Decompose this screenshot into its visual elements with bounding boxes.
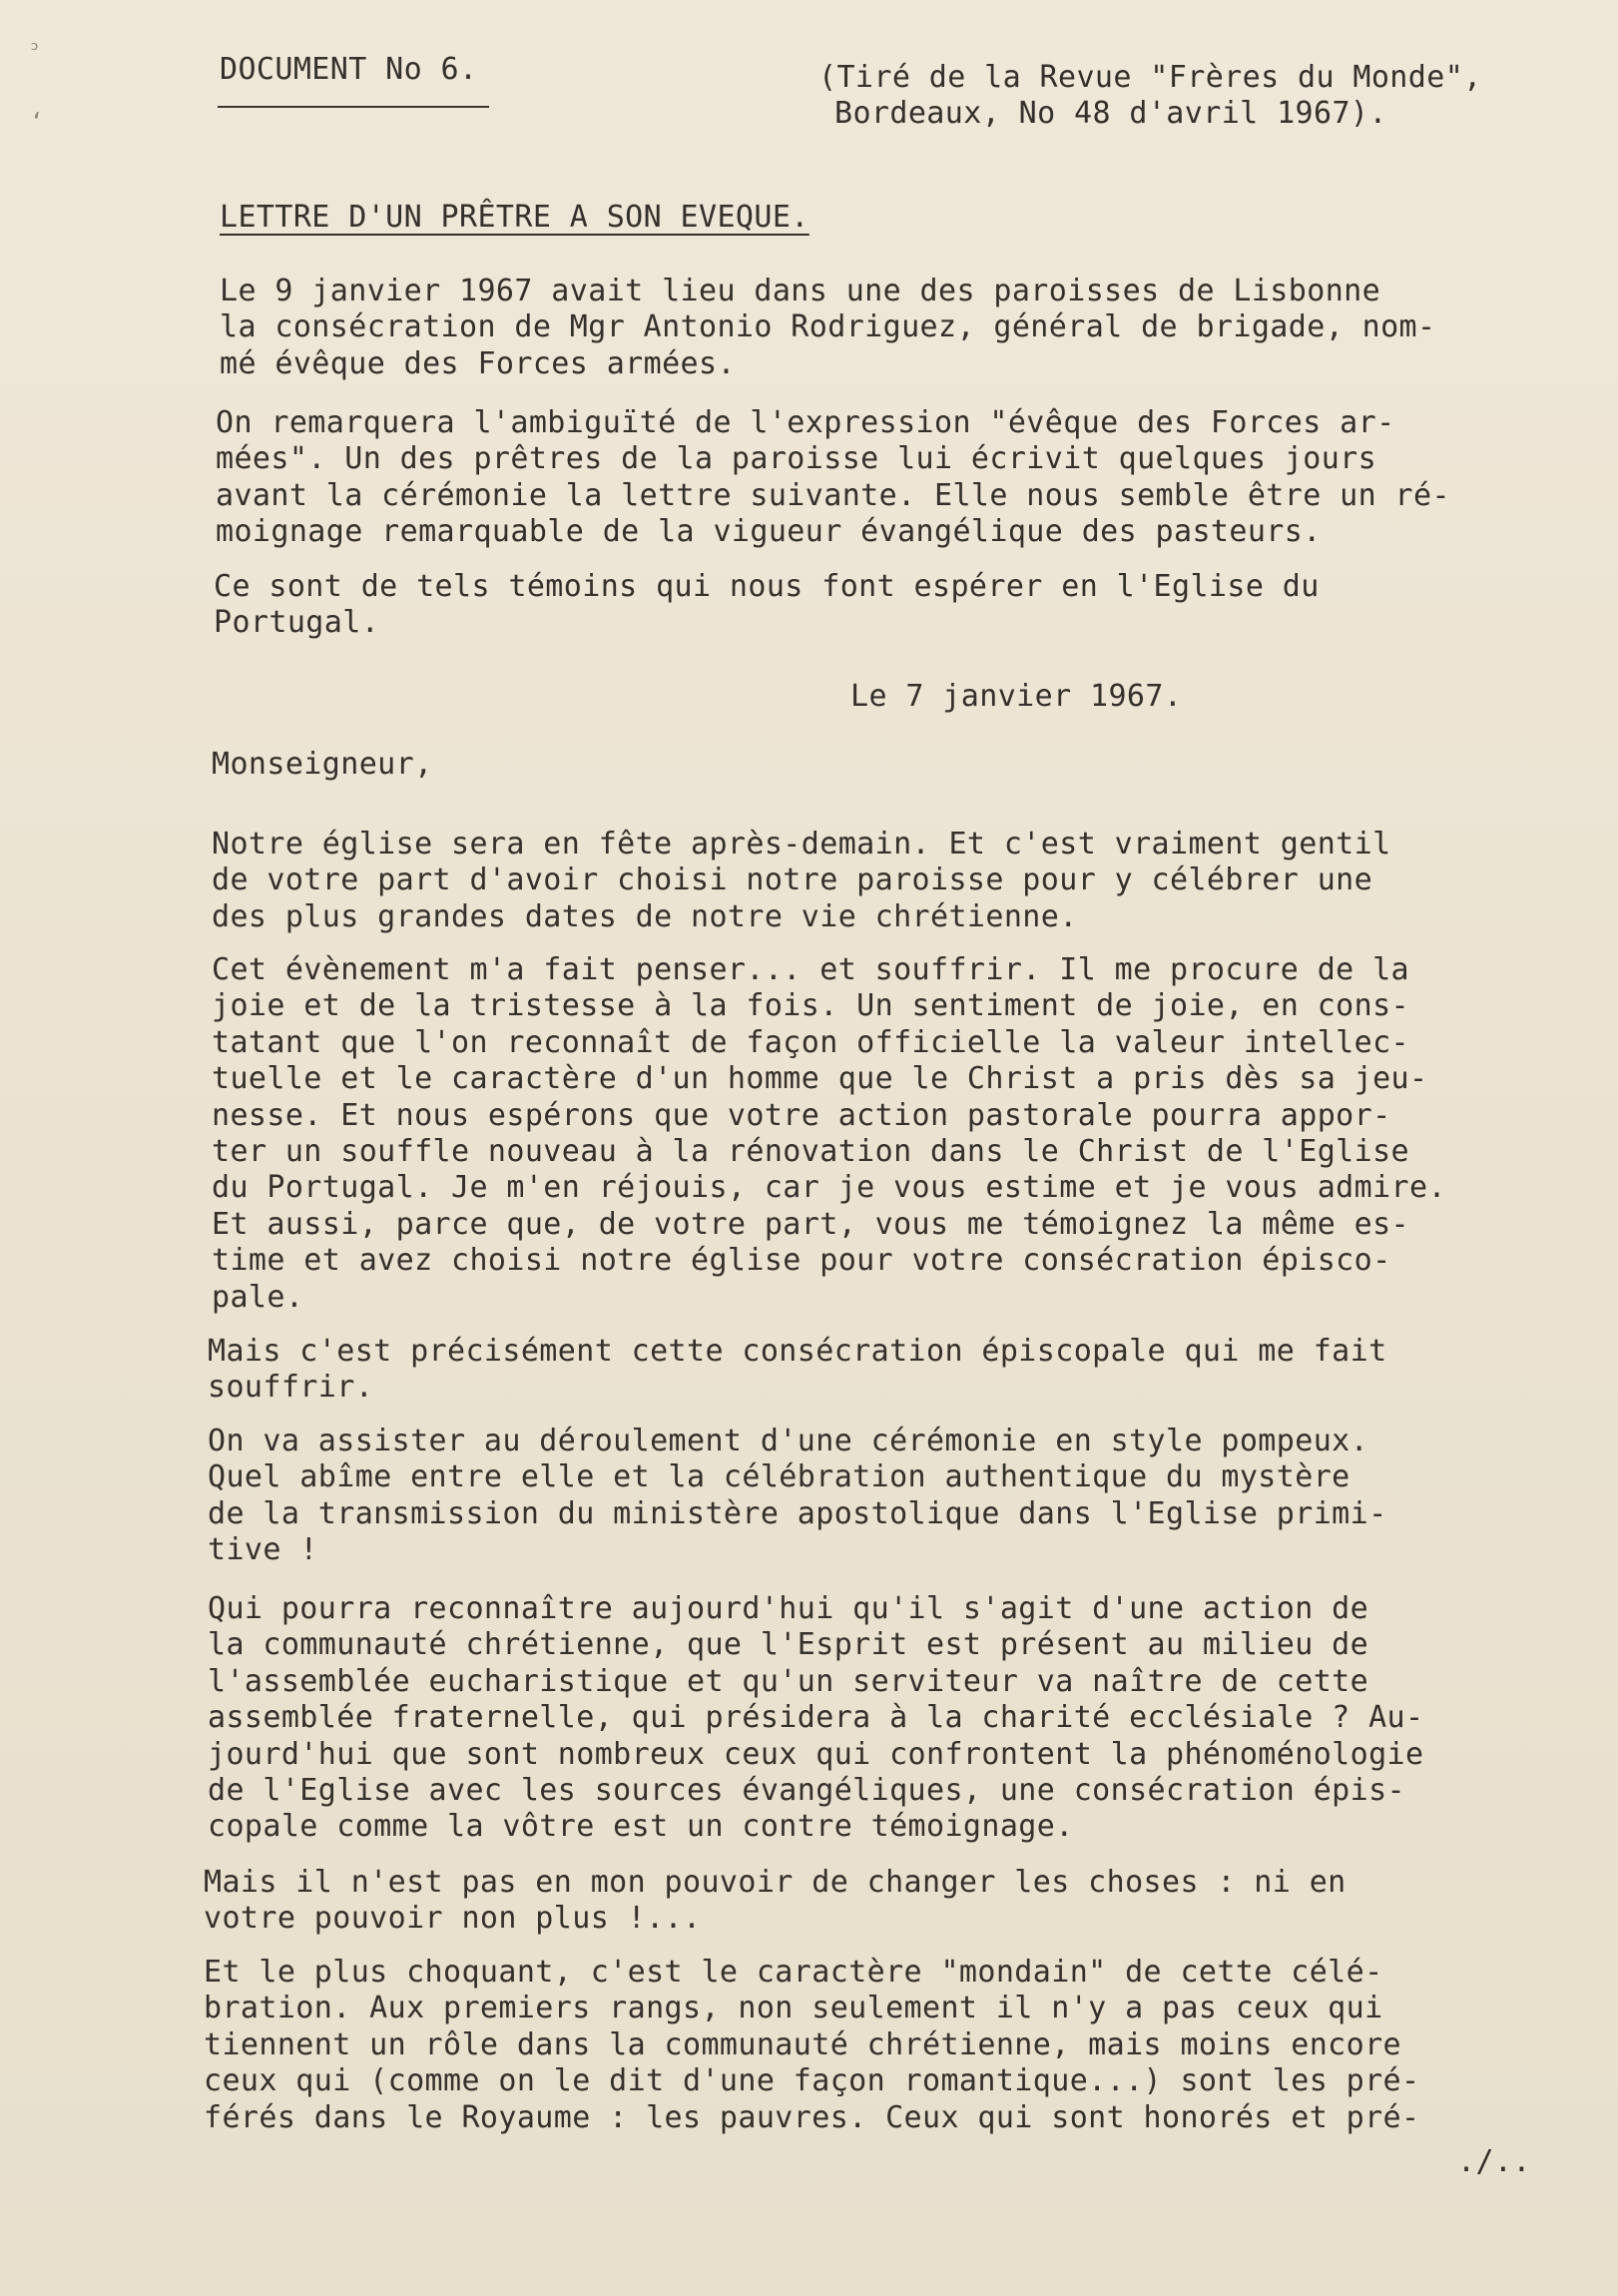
text-line: Le 9 janvier 1967 avait lieu dans une des paroisses de Lisbonne <box>220 274 1381 308</box>
text-line: tive ! <box>208 1532 318 1568</box>
source-line-1: (Tiré de la Revue "Frères du Monde", <box>818 60 1482 95</box>
letter-paragraph <box>212 952 1446 1316</box>
text-line: Mais c'est précisément cette consécration épiscopale qui me fait <box>208 1334 1387 1369</box>
text-line: Portugal. <box>214 605 380 641</box>
continuation-mark: ./.. <box>1457 2144 1531 2179</box>
text-line: avant la cérémonie la lettre suivante. Elle nous semble être un ré- <box>216 477 1450 513</box>
text-line: Quel abîme entre elle et la célébration authentique du mystère <box>208 1459 1350 1495</box>
text-line: Mais il n'est pas en mon pouvoir de changer les choses : ni en <box>204 1865 1347 1900</box>
text-line: des plus grandes dates de notre vie chrétienne. <box>212 898 1078 934</box>
text-line: Et le plus choquant, c'est le caractère "mondain" de cette célé- <box>204 1955 1383 1990</box>
text-line: time et avez choisi notre église pour votre consécration épisco- <box>212 1243 1391 1279</box>
text-line: tuelle et le caractère d'un homme que le Christ a pris dès sa jeu- <box>212 1061 1428 1097</box>
punch-mark-side: ʻ <box>30 110 44 135</box>
intro-paragraph <box>220 274 1435 382</box>
text-line: la consécration de Mgr Antonio Rodriguez, général de brigade, nom- <box>220 309 1436 345</box>
intro-paragraph <box>214 569 1320 642</box>
text-line: Notre église sera en fête après-demain. Et c'est vraiment gentil <box>212 827 1391 861</box>
text-line: moignage remarquable de la vigueur évangélique des pasteurs. <box>216 514 1322 550</box>
source-line-2: Bordeaux, No 48 d'avril 1967). <box>834 96 1387 131</box>
text-line: assemblée fraternelle, qui présidera à la charité ecclésiale ? Au- <box>208 1700 1424 1736</box>
text-line: l'assemblée eucharistique et qu'un serviteur va naître de cette <box>208 1663 1369 1699</box>
letter-paragraph <box>208 1424 1387 1569</box>
document-label-rule <box>218 106 489 108</box>
text-line: ter un souffle nouveau à la rénovation dans le Christ de l'Eglise <box>212 1134 1409 1170</box>
text-line: férés dans le Royaume : les pauvres. Ceux qui sont honorés et pré- <box>204 2099 1420 2135</box>
text-line: de votre part d'avoir choisi notre paroisse pour y célébrer une <box>212 862 1373 898</box>
text-line: du Portugal. Je m'en réjouis, car je vous estime et je vous admire. <box>212 1170 1446 1206</box>
text-line: pale. <box>212 1279 304 1315</box>
text-line: Cet évènement m'a fait penser... et souffrir. Il me procure de la <box>212 952 1409 987</box>
text-line: Et aussi, parce que, de votre part, vous me témoignez la même es- <box>212 1206 1409 1242</box>
letter-paragraph <box>204 1955 1419 2136</box>
intro-paragraph <box>216 405 1450 551</box>
text-line: tatant que l'on reconnaît de façon officielle la valeur intellec- <box>212 1024 1409 1060</box>
text-line: mées". Un des prêtres de la paroisse lui écrivit quelques jours <box>216 441 1377 477</box>
document-label: DOCUMENT No 6. <box>220 52 478 87</box>
text-line: joie et de la tristesse à la fois. Un sentiment de joie, en cons- <box>212 988 1409 1024</box>
text-line: copale comme la vôtre est un contre témoignage. <box>208 1809 1074 1845</box>
letter-date: Le 7 janvier 1967. <box>850 679 1183 714</box>
letter-salutation: Monseigneur, <box>212 747 433 782</box>
letter-paragraph <box>208 1591 1423 1846</box>
text-line: Qui pourra reconnaître aujourd'hui qu'il s'agit d'une action de <box>208 1591 1369 1626</box>
text-line: tiennent un rôle dans la communauté chrétienne, mais moins encore <box>204 2026 1401 2062</box>
text-line: On va assister au déroulement d'une cérémonie en style pompeux. <box>208 1424 1369 1458</box>
text-line: votre pouvoir non plus !... <box>204 1901 702 1937</box>
letter-paragraph <box>208 1334 1387 1407</box>
letter-paragraph <box>212 827 1391 935</box>
text-line: jourd'hui que sont nombreux ceux qui confrontent la phénoménologie <box>208 1736 1424 1772</box>
text-line: souffrir. <box>208 1370 374 1406</box>
letter-paragraph <box>204 1865 1347 1938</box>
document-title: LETTRE D'UN PRÊTRE A SON EVEQUE. <box>220 200 809 235</box>
text-line: Ce sont de tels témoins qui nous font espérer en l'Eglise du <box>214 569 1320 604</box>
text-line: de l'Eglise avec les sources évangéliques, une consécration épis- <box>208 1773 1405 1809</box>
text-line: la communauté chrétienne, que l'Esprit est présent au milieu de <box>208 1627 1369 1663</box>
text-line: ceux qui (comme on le dit d'une façon romantique...) sont les pré- <box>204 2063 1420 2099</box>
punch-mark-top: ᵓ <box>28 38 42 63</box>
text-line: bration. Aux premiers rangs, non seulement il n'y a pas ceux qui <box>204 1991 1383 2026</box>
text-line: On remarquera l'ambiguïté de l'expression "évêque des Forces ar- <box>216 405 1395 440</box>
text-line: mé évêque des Forces armées. <box>220 345 736 381</box>
text-line: de la transmission du ministère apostolique dans l'Eglise primi- <box>208 1495 1387 1531</box>
text-line: nesse. Et nous espérons que votre action pastorale pourra appor- <box>212 1097 1391 1133</box>
